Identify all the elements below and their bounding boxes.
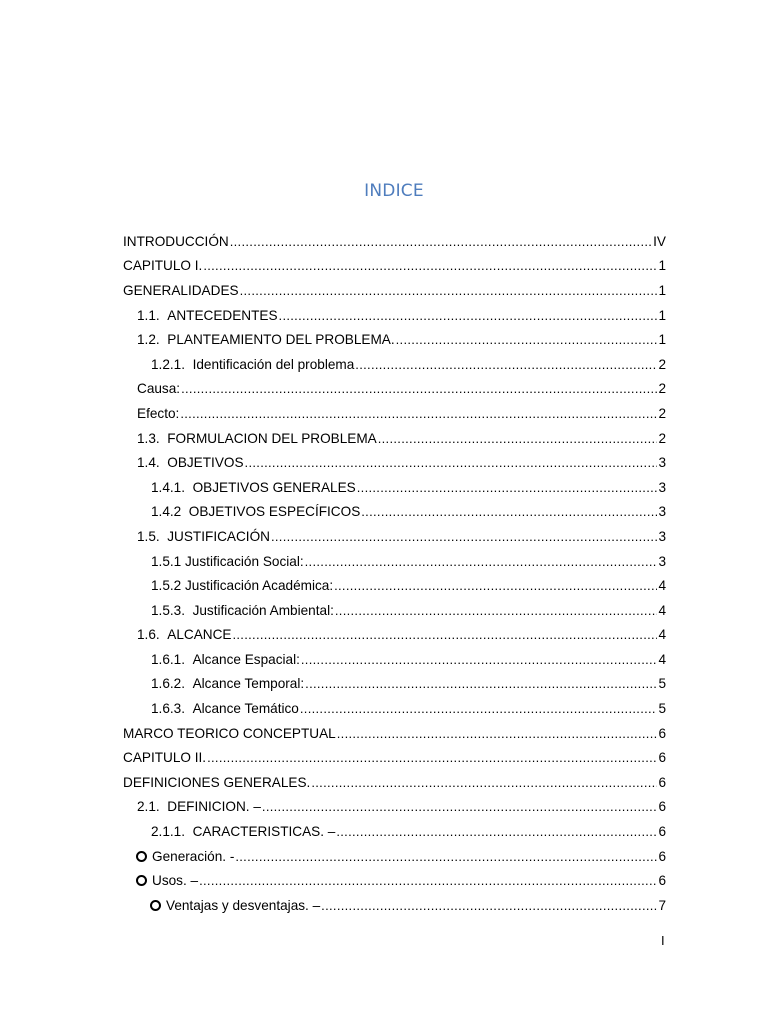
dot-leader xyxy=(355,357,657,372)
toc-entry-text: GENERALIDADES xyxy=(123,282,239,298)
toc-entry-text: FORMULACION DEL PROBLEMA xyxy=(167,430,377,446)
toc-entry-text: CAPITULO II. xyxy=(123,750,207,766)
dot-leader xyxy=(305,554,658,569)
toc-entry-label xyxy=(137,406,180,421)
toc-entry[interactable] xyxy=(123,352,666,377)
toc-entry-text: Generación. - xyxy=(152,848,235,864)
toc-entry-number: 1.2.1. xyxy=(151,356,186,372)
toc-entry-text: DEFINICIONES GENERALES. xyxy=(123,774,311,790)
toc-entry-page: 2 xyxy=(658,430,666,446)
toc-entry-number: 1.5. xyxy=(137,528,160,544)
toc-entry-label xyxy=(123,283,240,298)
dot-leader xyxy=(271,529,657,544)
toc-entry[interactable] xyxy=(123,500,666,525)
toc-entry-label xyxy=(136,873,199,888)
toc-entry-label xyxy=(136,849,235,864)
toc-entry[interactable] xyxy=(123,278,666,303)
toc-entry[interactable] xyxy=(123,377,666,402)
toc-entry-number: 1.4. xyxy=(137,455,160,471)
toc-entry-page: 1 xyxy=(658,258,666,274)
toc-entry-number: 1.1. xyxy=(137,307,160,323)
toc-entry[interactable] xyxy=(123,770,666,795)
toc-entry-page: 3 xyxy=(658,528,666,544)
dot-leader xyxy=(335,603,658,618)
toc-entry-text: OBJETIVOS GENERALES xyxy=(192,479,356,495)
toc-entry-text: MARCO TEORICO CONCEPTUAL xyxy=(123,725,336,741)
toc-entry-page: 4 xyxy=(658,578,666,594)
dot-leader xyxy=(305,676,657,691)
toc-entry-page: 6 xyxy=(658,848,666,864)
toc-entry-text: 1.5.1 Justificación Social: xyxy=(151,553,304,569)
toc-entry-page: 2 xyxy=(658,356,666,372)
toc-entry-text: CAPITULO I. xyxy=(123,258,203,274)
dot-leader xyxy=(235,849,657,864)
toc-entry-number: 1.2. xyxy=(137,332,160,348)
toc-entry-text: CARACTERISTICAS. – xyxy=(192,824,336,840)
dot-leader xyxy=(199,873,657,888)
toc-entry-page: 3 xyxy=(658,504,666,520)
toc-entry-label xyxy=(137,431,378,446)
toc-entry-page: 3 xyxy=(658,553,666,569)
toc-entry[interactable] xyxy=(123,795,666,820)
toc-entry-label xyxy=(137,799,262,814)
toc-entry[interactable] xyxy=(123,524,666,549)
toc-entry-label xyxy=(151,701,300,716)
toc-entry-page: 6 xyxy=(658,824,666,840)
dot-leader xyxy=(203,258,657,273)
toc-entry-label xyxy=(151,554,305,569)
toc-entry-text: Alcance Temporal: xyxy=(192,676,305,692)
toc-entry[interactable] xyxy=(123,426,666,451)
toc-entry-number: 1.5.3. xyxy=(151,602,186,618)
toc-entry-label xyxy=(151,578,334,593)
dot-leader xyxy=(207,750,657,765)
toc-entry-page: 1 xyxy=(658,307,666,323)
toc-entry-text: INTRODUCCIÓN xyxy=(123,233,229,249)
toc-entry-label xyxy=(123,258,203,273)
toc-entry-text: ALCANCE xyxy=(167,627,232,643)
toc-entry-number: 1.4.1. xyxy=(151,479,186,495)
toc-entry-page: 7 xyxy=(658,897,666,913)
toc-entry-number: 2.1.1. xyxy=(151,824,186,840)
toc-entry[interactable] xyxy=(123,401,666,426)
toc-entry-page: 3 xyxy=(658,479,666,495)
toc-entry-number: 1.6.3. xyxy=(151,701,186,717)
toc-entry-text: Ventajas y desventajas. – xyxy=(166,897,321,913)
toc-entry-text: Efecto: xyxy=(137,405,180,421)
toc-entry-number: 1.3. xyxy=(137,430,160,446)
dot-leader xyxy=(245,455,658,470)
toc-entry[interactable] xyxy=(123,450,666,475)
toc-entry-label xyxy=(137,381,181,396)
toc-entry-page: 4 xyxy=(658,602,666,618)
toc-entry-text: Alcance Espacial: xyxy=(192,651,300,667)
toc-entry-label xyxy=(151,603,335,618)
dot-leader xyxy=(334,578,657,593)
toc-entry-page: 1 xyxy=(658,332,666,348)
toc-entry-text: DEFINICION. – xyxy=(167,799,261,815)
toc-entry[interactable] xyxy=(123,647,666,672)
toc-entry[interactable] xyxy=(123,303,666,328)
toc-entry[interactable] xyxy=(123,623,666,648)
dot-leader xyxy=(262,799,658,814)
toc-entry[interactable] xyxy=(123,327,666,352)
toc-entry-label xyxy=(123,750,207,765)
toc-entry-page: 2 xyxy=(658,405,666,421)
dot-leader xyxy=(300,701,658,716)
dot-leader xyxy=(336,824,657,839)
toc-entry-label xyxy=(151,480,357,495)
toc-entry-page: 5 xyxy=(658,676,666,692)
document-title: INDICE xyxy=(364,181,424,201)
toc-entry-label xyxy=(137,332,396,347)
toc-entry-text: ANTECEDENTES xyxy=(167,307,278,323)
toc-entry[interactable] xyxy=(123,598,666,623)
toc-entry-page: 6 xyxy=(658,774,666,790)
toc-entry-page: 6 xyxy=(658,873,666,889)
toc-entry[interactable] xyxy=(123,696,666,721)
toc-entry-page: IV xyxy=(653,233,666,249)
toc-entry[interactable] xyxy=(123,672,666,697)
toc-entry[interactable] xyxy=(123,475,666,500)
dot-leader xyxy=(301,652,658,667)
toc-entry-text: PLANTEAMIENTO DEL PROBLEMA. xyxy=(167,332,395,348)
toc-entry[interactable] xyxy=(123,868,666,893)
toc-entry-label xyxy=(151,652,301,667)
toc-entry[interactable] xyxy=(123,549,666,574)
toc-entry-page: 5 xyxy=(658,701,666,717)
toc-entry[interactable] xyxy=(123,745,666,770)
toc-entry[interactable] xyxy=(123,254,666,279)
toc-entry[interactable] xyxy=(123,893,666,918)
dot-leader xyxy=(357,480,658,495)
toc-entry-text: 1.5.2 Justificación Académica: xyxy=(151,578,334,594)
toc-entry-label xyxy=(123,234,230,249)
toc-entry-label xyxy=(150,898,321,913)
dot-leader xyxy=(378,431,658,446)
toc-entry-text: OBJETIVOS xyxy=(167,455,244,471)
toc-entry-number: 1.6.1. xyxy=(151,651,186,667)
dot-leader xyxy=(230,234,652,249)
toc-entry-text: OBJETIVOS ESPECÍFICOS xyxy=(188,504,361,520)
circle-bullet-icon xyxy=(136,851,147,862)
toc-entry-text: Causa: xyxy=(137,381,181,397)
dot-leader xyxy=(337,726,658,741)
toc-entry-label xyxy=(137,627,232,642)
toc-entry-label xyxy=(151,504,361,519)
toc-entry[interactable] xyxy=(123,844,666,869)
dot-leader xyxy=(181,381,657,396)
toc-entry-text: Alcance Temático xyxy=(192,701,299,717)
toc-entry-page: 1 xyxy=(658,282,666,298)
toc-entry-text: Justificación Ambiental: xyxy=(192,602,334,618)
toc-entry-page: 6 xyxy=(658,725,666,741)
toc-entry[interactable] xyxy=(123,229,666,254)
toc-entry-label xyxy=(137,529,271,544)
toc-entry-label xyxy=(123,775,311,790)
toc-entry-label xyxy=(123,726,337,741)
toc-entry-text: Usos. – xyxy=(152,873,199,889)
toc-entry-page: 4 xyxy=(658,651,666,667)
toc-entry-page: 6 xyxy=(658,750,666,766)
dot-leader xyxy=(361,504,657,519)
circle-bullet-icon xyxy=(136,875,147,886)
page-number: I xyxy=(661,933,665,948)
dot-leader xyxy=(321,898,657,913)
toc-entry-label xyxy=(151,676,305,691)
toc-entry[interactable] xyxy=(123,721,666,746)
circle-bullet-icon xyxy=(150,900,161,911)
toc-entry-number: 2.1. xyxy=(137,799,160,815)
toc-entry-text: JUSTIFICACIÓN xyxy=(167,528,270,544)
toc-entry[interactable] xyxy=(123,573,666,598)
toc-entry-text: Identificación del problema xyxy=(192,356,355,372)
toc-entry-number: 1.6.2. xyxy=(151,676,186,692)
dot-leader xyxy=(279,308,658,323)
dot-leader xyxy=(311,775,657,790)
dot-leader xyxy=(180,406,657,421)
toc-entry-page: 6 xyxy=(658,799,666,815)
toc-entry-label xyxy=(137,308,279,323)
table-of-contents xyxy=(123,229,666,918)
toc-entry-page: 4 xyxy=(658,627,666,643)
toc-entry-label xyxy=(151,357,355,372)
toc-entry-number: 1.6. xyxy=(137,627,160,643)
dot-leader xyxy=(396,332,658,347)
toc-entry-page: 2 xyxy=(658,381,666,397)
dot-leader xyxy=(232,627,657,642)
toc-entry-label xyxy=(137,455,245,470)
toc-entry-page: 3 xyxy=(658,455,666,471)
dot-leader xyxy=(240,283,658,298)
toc-entry-label xyxy=(151,824,336,839)
toc-entry-number: 1.4.2 xyxy=(151,504,182,520)
toc-entry[interactable] xyxy=(123,819,666,844)
